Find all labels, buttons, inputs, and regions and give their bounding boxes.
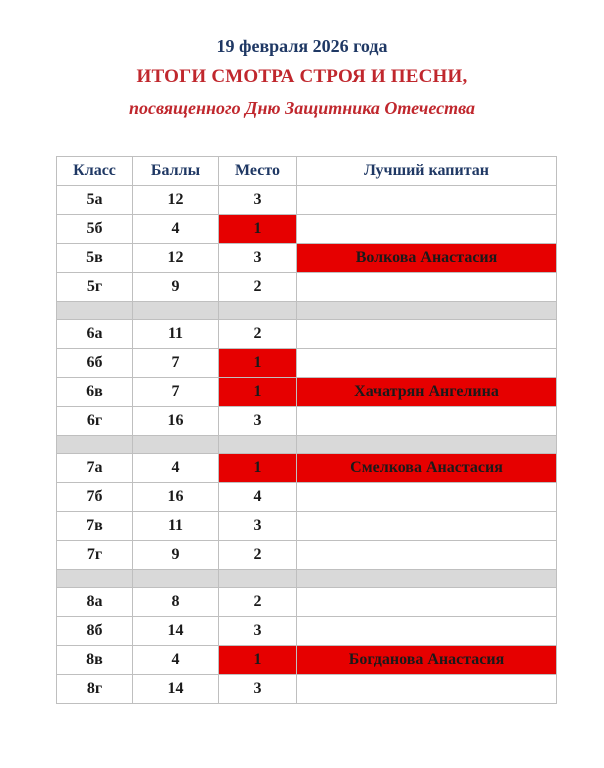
table-row [57,215,557,244]
place-cell: 2 [219,588,297,617]
class-cell: 6б [57,349,133,378]
class-cell: 5в [57,244,133,273]
separator-cell [297,570,557,588]
column-header-captain: Лучший капитан [297,157,557,186]
class-cell: 5а [57,186,133,215]
separator-cell [57,302,133,320]
class-cell: 6г [57,407,133,436]
score-cell: 4 [133,215,219,244]
class-cell: 8б [57,617,133,646]
score-cell: 14 [133,617,219,646]
results-body [57,186,557,704]
captain-cell [297,541,557,570]
table-row [57,646,557,675]
score-cell: 14 [133,675,219,704]
score-cell: 8 [133,588,219,617]
table-row [57,349,557,378]
class-cell: 8а [57,588,133,617]
score-cell: 7 [133,349,219,378]
table-row [57,320,557,349]
table-row [57,454,557,483]
table-header-row [57,157,557,186]
place-cell: 3 [219,186,297,215]
separator-cell [57,570,133,588]
class-cell: 7а [57,454,133,483]
captain-cell: Смелкова Анастасия [297,454,557,483]
table-row [57,273,557,302]
document-title: ИТОГИ СМОТРА СТРОЯ И ПЕСНИ, [136,66,468,87]
captain-cell [297,349,557,378]
results-table [56,156,557,704]
column-header-class: Класс [57,157,133,186]
score-cell: 12 [133,244,219,273]
captain-cell [297,483,557,512]
table-row [57,512,557,541]
score-cell: 7 [133,378,219,407]
place-cell: 1 [219,215,297,244]
separator-cell [219,436,297,454]
score-cell: 9 [133,541,219,570]
score-cell: 4 [133,454,219,483]
captain-cell: Волкова Анастасия [297,244,557,273]
place-cell: 4 [219,483,297,512]
score-cell: 16 [133,483,219,512]
group-separator-row [57,570,557,588]
place-cell: 3 [219,617,297,646]
place-cell: 3 [219,675,297,704]
captain-cell [297,675,557,704]
place-cell: 3 [219,407,297,436]
table-row [57,244,557,273]
class-cell: 5б [57,215,133,244]
column-header-place: Место [219,157,297,186]
captain-cell [297,186,557,215]
score-cell: 4 [133,646,219,675]
group-separator-row [57,436,557,454]
group-separator-row [57,302,557,320]
separator-cell [57,436,133,454]
table-row [57,675,557,704]
captain-cell [297,273,557,302]
table-row [57,378,557,407]
separator-cell [133,302,219,320]
table-row [57,483,557,512]
document-subtitle: посвященного Дню Защитника Отечества [128,98,476,118]
table-row [57,588,557,617]
table-row [57,541,557,570]
class-cell: 8г [57,675,133,704]
place-cell: 2 [219,273,297,302]
table-row [57,186,557,215]
class-cell: 6в [57,378,133,407]
place-cell: 2 [219,541,297,570]
captain-cell [297,215,557,244]
place-cell: 1 [219,646,297,675]
captain-cell [297,407,557,436]
separator-cell [133,436,219,454]
class-cell: 8в [57,646,133,675]
place-cell: 2 [219,320,297,349]
score-cell: 12 [133,186,219,215]
class-cell: 7в [57,512,133,541]
class-cell: 7г [57,541,133,570]
captain-cell [297,512,557,541]
place-cell: 1 [219,454,297,483]
class-cell: 6а [57,320,133,349]
captain-cell: Богданова Анастасия [297,646,557,675]
captain-cell [297,617,557,646]
place-cell: 1 [219,349,297,378]
separator-cell [219,302,297,320]
column-header-score: Баллы [133,157,219,186]
separator-cell [133,570,219,588]
separator-cell [297,436,557,454]
place-cell: 1 [219,378,297,407]
score-cell: 9 [133,273,219,302]
captain-cell [297,320,557,349]
score-cell: 11 [133,320,219,349]
separator-cell [297,302,557,320]
class-cell: 5г [57,273,133,302]
place-cell: 3 [219,244,297,273]
class-cell: 7б [57,483,133,512]
table-row [57,407,557,436]
place-cell: 3 [219,512,297,541]
score-cell: 11 [133,512,219,541]
captain-cell [297,588,557,617]
document-date: 19 февраля 2026 года [216,36,388,56]
separator-cell [219,570,297,588]
score-cell: 16 [133,407,219,436]
captain-cell: Хачатрян Ангелина [297,378,557,407]
table-row [57,617,557,646]
